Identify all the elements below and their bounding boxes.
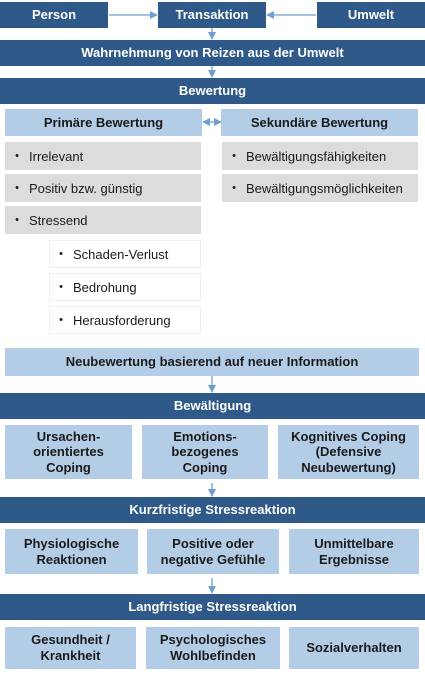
primaer-item-label: Positiv bzw. günstig: [29, 180, 143, 196]
wahrnehmung-box: Wahrnehmung von Reizen aus der Umwelt: [0, 40, 425, 66]
stressend-sub-label: Bedrohung: [73, 279, 137, 295]
stressend-sub-label: Herausforderung: [73, 312, 171, 328]
primaer-item-irrelevant: [5, 142, 201, 170]
langfristig-item-wohlbefinden: Psychologisches Wohlbefinden: [146, 627, 280, 669]
bullet: •: [59, 248, 63, 260]
bullet: •: [15, 182, 19, 194]
stressend-sub-herausforderung: [49, 306, 201, 334]
bewaeltigung-item-ursachen: Ursachen- orientiertes Coping: [5, 425, 132, 479]
stressend-sub-bedrohung: [49, 273, 201, 301]
primaere-bewertung-box: Primäre Bewertung: [5, 109, 202, 136]
sekundaer-item-label: Bewältigungsfähigkeiten: [246, 148, 387, 164]
bullet: •: [15, 150, 19, 162]
sekundaer-item-label: Bewältigungsmöglichkeiten: [246, 180, 403, 196]
langfristig-item-sozialverhalten: Sozialverhalten: [289, 627, 419, 669]
primaer-item-label: Stressend: [29, 212, 88, 228]
sekundaer-item-faehigkeiten: [222, 142, 418, 170]
sekundaere-bewertung-box: Sekundäre Bewertung: [221, 109, 418, 136]
person-box: Person: [0, 2, 108, 28]
bewaeltigung-item-emotionen: Emotions- bezogenes Coping: [142, 425, 268, 479]
bullet: •: [232, 150, 236, 162]
stressend-sub-label: Schaden-Verlust: [73, 246, 169, 262]
bewaeltigung-item-kognitiv: Kognitives Coping (Defensive Neubewertung): [278, 425, 419, 479]
bullet: •: [232, 182, 236, 194]
primaer-item-stressend: [5, 206, 201, 234]
bewaeltigung-header: Bewältigung: [0, 393, 425, 419]
kurzfristig-header: Kurzfristige Stressreaktion: [0, 497, 425, 523]
umwelt-box: Umwelt: [317, 2, 425, 28]
kurzfristig-item-ergebnisse: Unmittelbare Ergebnisse: [289, 529, 419, 574]
bewertung-header: Bewertung: [0, 78, 425, 104]
bullet: •: [15, 214, 19, 226]
langfristig-header: Langfristige Stressreaktion: [0, 594, 425, 620]
transaktion-box: Transaktion: [158, 2, 266, 28]
stressend-sub-schaden: [49, 240, 201, 268]
langfristig-item-gesundheit: Gesundheit / Krankheit: [5, 627, 136, 669]
bullet: •: [59, 281, 63, 293]
bullet: •: [59, 314, 63, 326]
primaer-item-positiv: [5, 174, 201, 202]
sekundaer-item-moeglichkeiten: [222, 174, 418, 202]
neubewertung-box: Neubewertung basierend auf neuer Information: [5, 348, 419, 376]
kurzfristig-item-gefuehle: Positive oder negative Gefühle: [147, 529, 279, 574]
kurzfristig-item-physiologisch: Physiologische Reaktionen: [5, 529, 138, 574]
primaer-item-label: Irrelevant: [29, 148, 84, 164]
